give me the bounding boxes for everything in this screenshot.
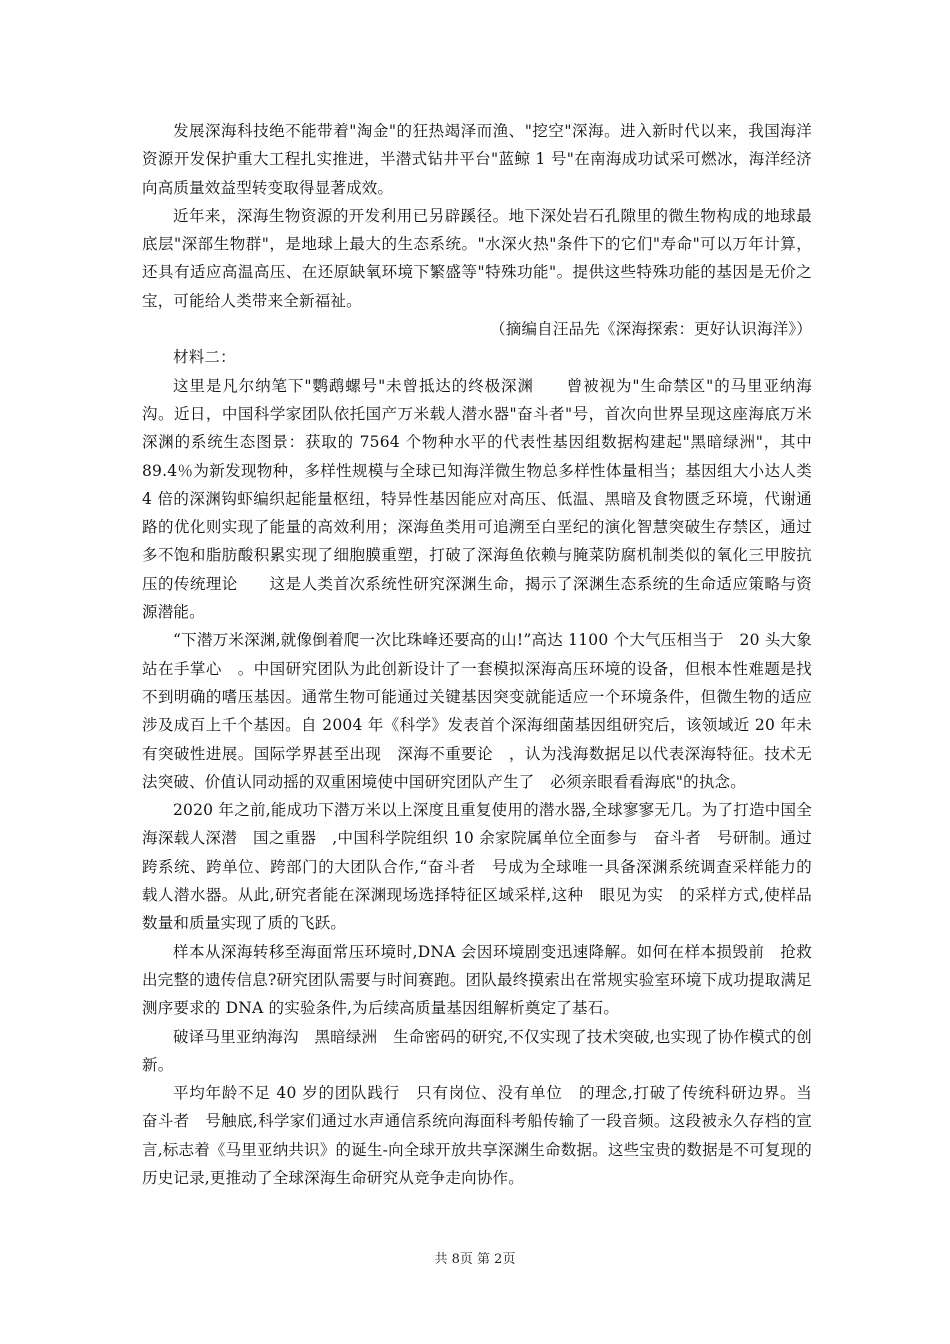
- paragraph: 这里是凡尔纳笔下"鹦鹉螺号"未曾抵达的终极深渊 曾被视为"生命禁区"的马里亚纳海沟。近日，中国科学家团队依托国产万米载人潜水器"奋斗者"号，首次向世界呈现这座海底万米深渊的系统生态图景：获取的 7564 个物种水平的代表性基因组数据构建起"黑暗绿洲"，其中 89.4％为新发现物种，多样性规模与全球已知海洋微生物总多样性体量相当；基因组大小达人类 4 倍的深渊钩虾编织起能量枢纽，特异性基因能应对高压、低温、黑暗及食物匮乏环境，代谢通路的优化则实现了能量的高效利用；深海鱼类用可追溯至白垩纪的演化智慧突破生存禁区，通过多不饱和脂肪酸积累实现了细胞膜重塑，打破了深海鱼依赖与腌菜防腐机制类似的氧化三甲胺抗压的传统理论 这是人类首次系统性研究深渊生命，揭示了深渊生态系统的生命适应策略与资源潜能。: [142, 376, 812, 622]
- paragraph: 2020 年之前,能成功下潜万米以上深度且重复使用的潜水器,全球寥寥无几。为了打造中国全海深载人深潜 国之重器 ,中国科学院组织 10 余家院属单位全面参与 奋斗者 号研制。通过跨系统、跨单位、跨部门的大团队合作,“奋斗者 号成为全球唯一具备深渊系统调查采样能力的载人潜水器。从此,研究者能在深渊现场选择特征区域采样,这种 眼见为实 的采样方式,使样品数量和质量实现了质的飞跃。: [142, 801, 812, 933]
- page-footer: 共 8页 第 2页: [434, 1252, 516, 1267]
- paragraph: 样本从深海转移至海面常压环境时,DNA 会因环境剧变迅速降解。如何在样本损毁前 抢救 出完整的遗传信息?研究团队需要与时间赛跑。团队最终摸索出在常规实验室环境下成功提取满足测序要求的 DNA 的实验条件,为后续高质量基因组解析奠定了基石。: [142, 942, 828, 1018]
- paragraph: 平均年龄不足 40 岁的团队践行 只有岗位、没有单位 的理念,打破了传统科研边界。当 奋斗者 号触底,科学家们通过水声通信系统向海面科考船传输了一段音频。这段被永久存档的宣言,标志着《马里亚纳共识》的诞生-向全球开放共享深渊生命数据。这些宝贵的数据是不可复现的历史记录,更推动了全球深海生命研究从竞争走向协作。: [142, 1084, 828, 1187]
- source-citation: （摘编自汪品先《深海探索：更好认识海洋》）: [490, 320, 812, 339]
- paragraph: 发展深海科技绝不能带着"淘金"的狂热竭泽而渔、"挖空"深海。进入新时代以来，我国海洋资源开发保护重大工程扎实推进，半潜式钻井平台"蓝鲸 1 号"在南海成功试采可燃冰，海洋经济向高质量效益型转变取得显著成效。: [142, 122, 812, 197]
- paragraph: 近年来，深海生物资源的开发利用已另辟蹊径。地下深处岩石孔隙里的微生物构成的地球最底层"深部生物群"，是地球上最大的生态系统。"水深火热"条件下的它们"寿命"可以万年计算，还具有适应高温高压、在还原缺氧环境下繁盛等"特殊功能"。提供这些特殊功能的基因是无价之宝，可能给人类带来全新福祉。: [142, 206, 812, 310]
- paragraph: 破译马里亚纳海沟 黑暗绿洲 生命密码的研究,不仅实现了技术突破,也实现了协作模式的创新。: [142, 1027, 812, 1074]
- section-heading: 材料二：: [173, 348, 236, 367]
- paragraph: “下潜万米深渊,就像倒着爬一次比珠峰还要高的山!”高达 1100 个大气压相当于 20 头大象站在手掌心 。中国研究团队为此创新设计了一套模拟深海高压环境的设备，但根本性难题是找不到明确的嗜压基因。通常生物可能通过关键基因突变就能适应一个环境条件，但微生物的适应涉及成百上千个基因。自 2004 年《科学》发表首个深海细菌基因组研究后，该领域近 20 年未有突破性进展。国际学界甚至出现 深海不重要论 ，认为浅海数据足以代表深海特征。技术无法突破、价值认同动摇的双重困境使中国研究团队产生了 必须亲眼看看海底"的执念。: [142, 631, 812, 791]
- document-body: [142, 117, 828, 1192]
